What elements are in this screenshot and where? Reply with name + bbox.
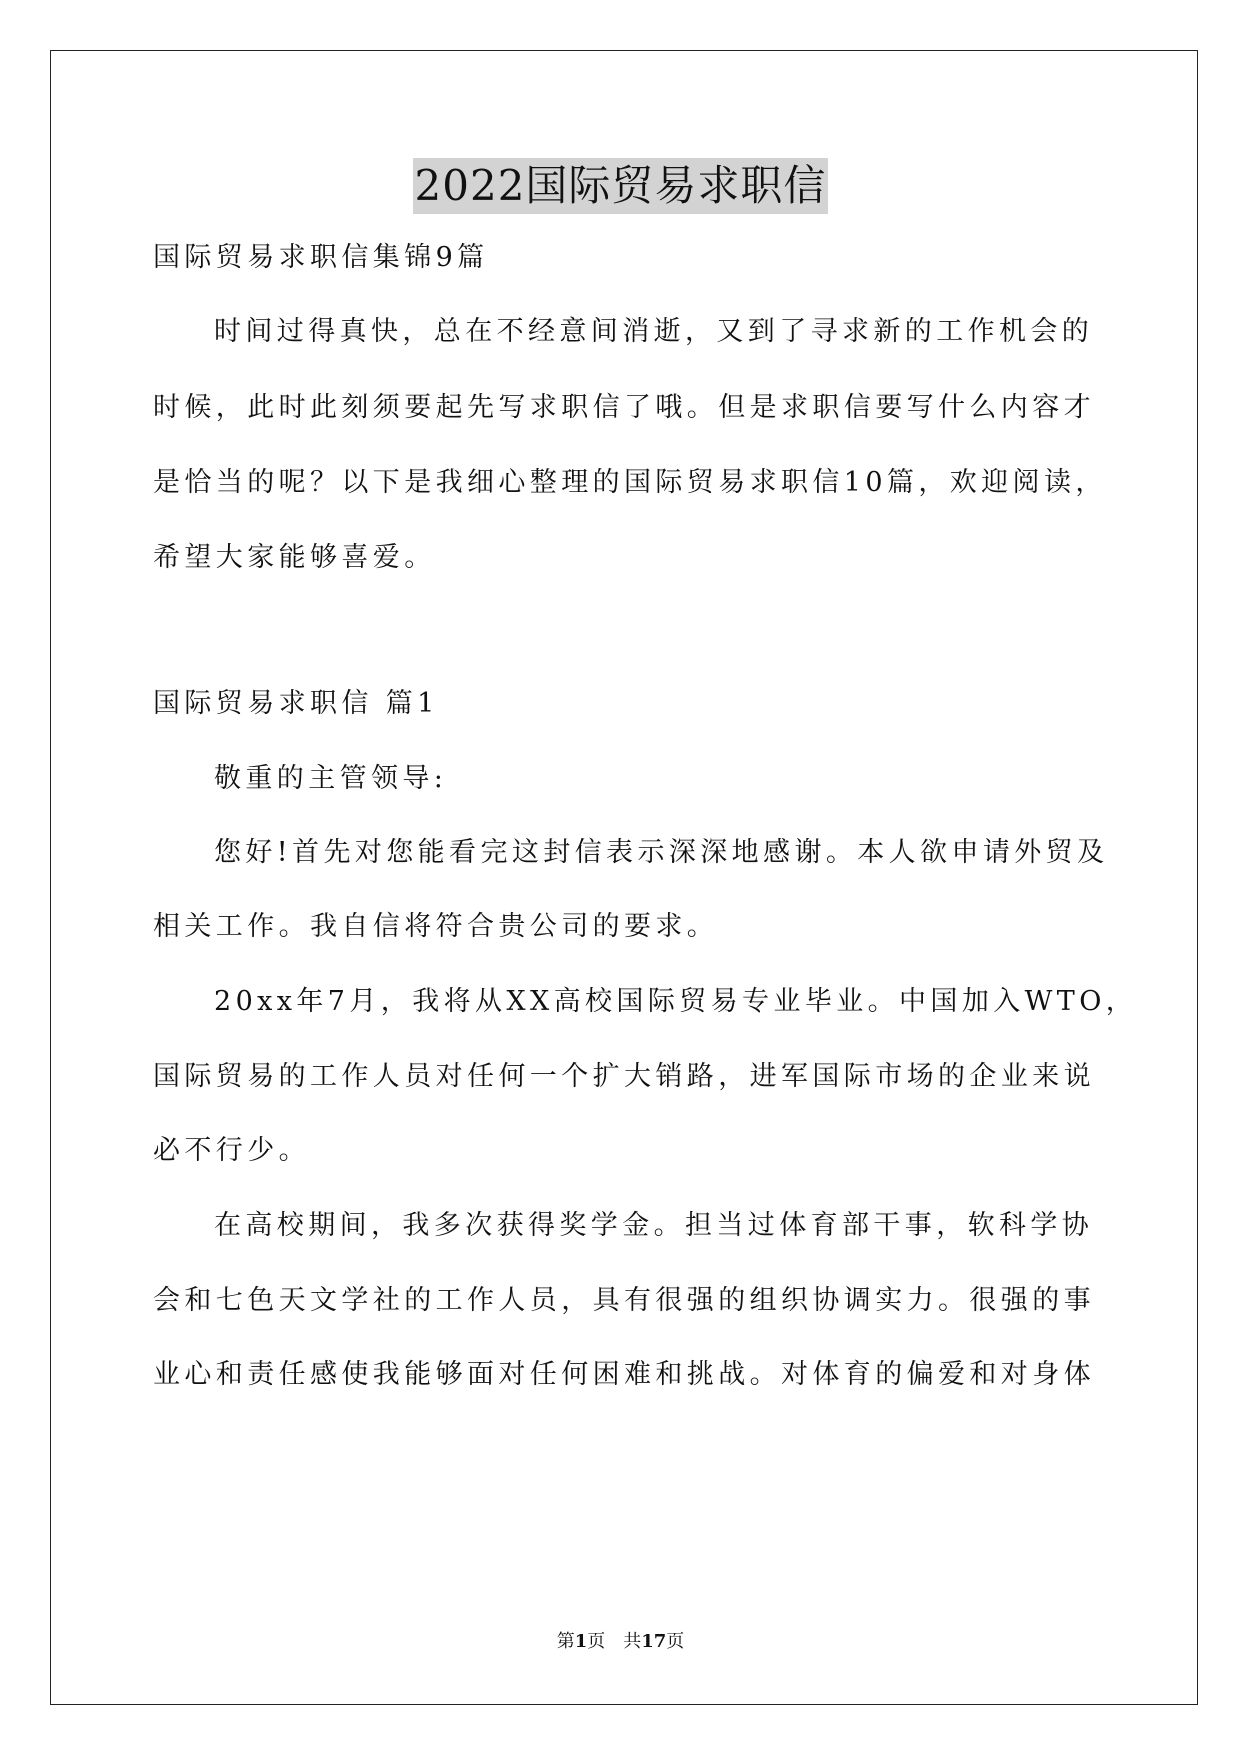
section-heading: 国际贸易求职信 篇1 — [153, 688, 439, 719]
intro-line-1: 时间过得真快，总在不经意间消逝，又到了寻求新的工作机会的 — [214, 316, 1094, 347]
footer-current-page: 1 — [574, 1631, 588, 1652]
intro-line-2: 时候，此时此刻须要起先写求职信了哦。但是求职信要写什么内容才 — [153, 392, 1095, 423]
intro-line-4: 希望大家能够喜爱。 — [153, 542, 436, 573]
title-container — [0, 158, 1241, 214]
body-line-7: 会和七色天文学社的工作人员，具有很强的组织协调实力。很强的事 — [153, 1285, 1095, 1316]
body-line-4: 国际贸易的工作人员对任何一个扩大销路，进军国际市场的企业来说 — [153, 1061, 1095, 1092]
footer-total-pages: 17 — [641, 1631, 667, 1652]
body-line-1: 您好!首先对您能看完这封信表示深深地感谢。本人欲申请外贸及 — [214, 837, 1109, 868]
body-line-2: 相关工作。我自信将符合贵公司的要求。 — [153, 911, 719, 942]
document-subtitle: 国际贸易求职信集锦9篇 — [153, 242, 489, 273]
body-line-6: 在高校期间，我多次获得奖学金。担当过体育部干事，软科学协 — [214, 1210, 1094, 1241]
footer-suffix: 页 — [666, 1631, 685, 1652]
footer-prefix: 第 — [556, 1631, 575, 1652]
body-line-5: 必不行少。 — [153, 1135, 310, 1166]
page-border — [50, 50, 1198, 1705]
salutation: 敬重的主管领导: — [214, 763, 448, 794]
page-footer — [0, 1630, 1241, 1654]
footer-middle: 页 共 — [587, 1631, 642, 1652]
intro-line-3: 是恰当的呢？以下是我细心整理的国际贸易求职信10篇，欢迎阅读， — [153, 467, 1107, 498]
body-line-3: 20xx年7月，我将从XX高校国际贸易专业毕业。中国加入WTO， — [214, 986, 1138, 1017]
document-title: 2022国际贸易求职信 — [413, 158, 829, 214]
body-line-8: 业心和责任感使我能够面对任何困难和挑战。对体育的偏爱和对身体 — [153, 1359, 1095, 1390]
